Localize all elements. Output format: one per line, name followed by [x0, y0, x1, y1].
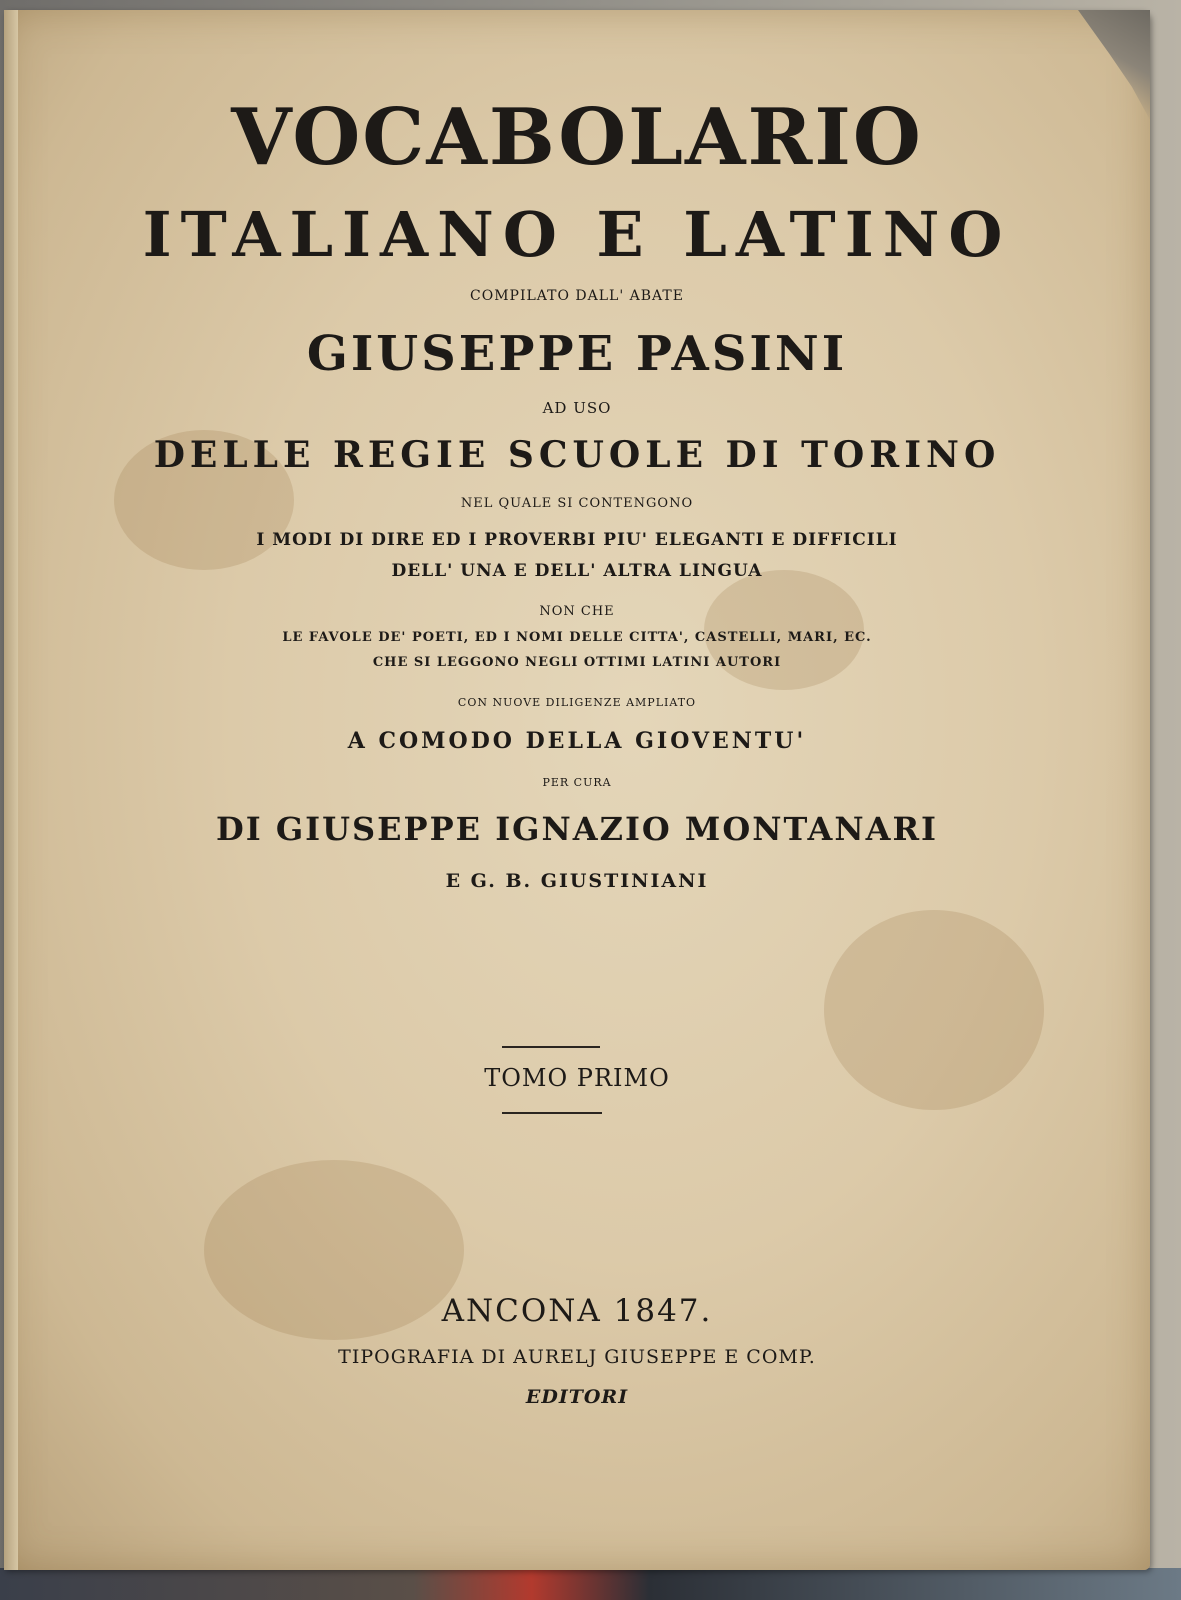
table-surface [0, 1568, 1181, 1600]
publisher-label: EDITORI [525, 1386, 629, 1408]
decorative-rule-bottom [502, 1112, 602, 1114]
schools-line: DELLE REGIE SCUOLE DI TORINO [153, 434, 1001, 476]
place-year: ANCONA 1847. [441, 1293, 713, 1329]
co-editor-line: E G. B. GIUSTINIANI [445, 870, 709, 892]
printer-line: TIPOGRAFIA DI AURELJ GIUSEPPE E COMP. [338, 1346, 816, 1368]
modi-line-1: I MODI DI DIRE ED I PROVERBI PIU' ELEGANTI E DIFFICILI [256, 530, 898, 550]
ad-uso: AD USO [542, 399, 612, 417]
decorative-rule-top [502, 1046, 600, 1048]
modi-line-2: DELL' UNA E DELL' ALTRA LINGUA [391, 561, 763, 581]
per-cura: PER CURA [542, 776, 612, 789]
volume-label: TOMO PRIMO [484, 1064, 670, 1092]
compiled-by: COMPILATO DALL' ABATE [470, 288, 684, 304]
title-page [4, 10, 1150, 1570]
author-name: GIUSEPPE PASINI [306, 326, 848, 382]
nel-quale: NEL QUALE SI CONTENGONO [460, 496, 694, 511]
ampliato-line: CON NUOVE DILIGENZE AMPLIATO [457, 696, 697, 709]
non-che: NON CHE [539, 604, 615, 619]
favole-line: LE FAVOLE DE' POETI, ED I NOMI DELLE CITTA', CASTELLI, MARI, EC. [282, 630, 872, 645]
comodo-line: A COMODO DELLA GIOVENTU' [347, 728, 807, 754]
title-line-1: VOCABOLARIO [231, 92, 923, 183]
title-line-2: ITALIANO E LATINO [142, 198, 1012, 271]
editors-line: DI GIUSEPPE IGNAZIO MONTANARI [215, 810, 938, 848]
leggono-line: CHE SI LEGGONO NEGLI OTTIMI LATINI AUTORI [372, 655, 782, 670]
